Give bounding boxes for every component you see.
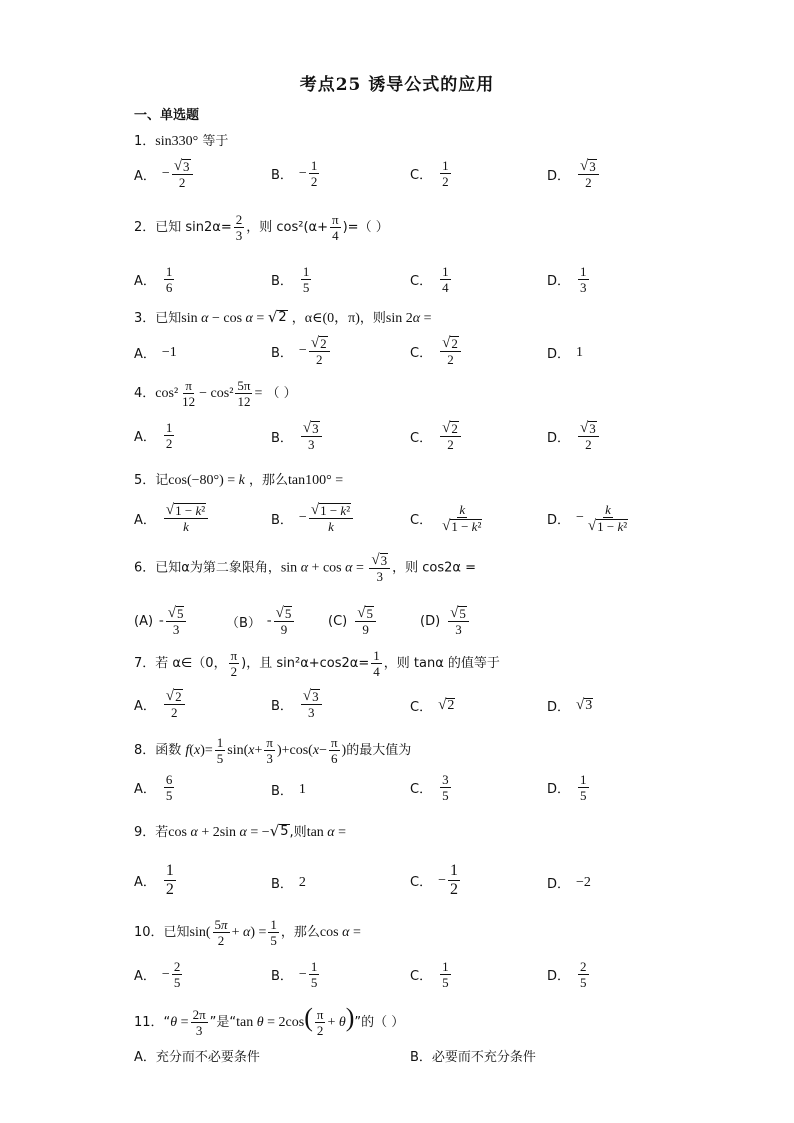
question-1-stem: 1．sin330° 等于 bbox=[134, 134, 229, 149]
q7-option-c: C． √ 2 bbox=[410, 697, 455, 715]
q8-option-d: D． $\frac{1}{5}$ bbox=[547, 772, 587, 803]
q11-option-a: A．充分而不必要条件 bbox=[134, 1050, 260, 1065]
q10-option-a: A． − $\frac{2}{5}$ bbox=[134, 959, 181, 990]
question-7-stem: 7．若 α∈（0， $\frac{\pi}{2}$ )，且 sin²α+cos2α= $\frac{1}{4}$ ，则 tanα 的值等于 bbox=[134, 648, 500, 679]
q5-option-a: A． √ 1 − k² k bbox=[134, 502, 210, 534]
question-8-stem: 8．函数 f(x)= $\frac{1}{5}$ sin(x+ $\frac{\pi}{3}$ )+cos(x− $\frac{\pi}{6}$ )的最大值为 bbox=[134, 735, 412, 766]
q3-option-a: A． −1 bbox=[134, 344, 177, 362]
q9-option-b: B． 2 bbox=[271, 874, 306, 892]
q8-option-a: A． $\frac{6}{5}$ bbox=[134, 772, 173, 803]
question-10-stem: 10．已知sin( $\frac{5\pi}{2}$ + α) = $\frac{1}{5}$ ，那么cos α = bbox=[134, 917, 361, 948]
q2-option-b: B． $\frac{1}{5}$ bbox=[271, 264, 310, 295]
question-4-stem: 4．cos² $\frac{\pi}{12}$ − cos² $\frac{5\pi}{12}$ = （ ） bbox=[134, 378, 297, 409]
q1-option-c: C． $\frac{1}{2}$ bbox=[410, 158, 449, 189]
q1-option-b: B． − $\frac{1}{2}$ bbox=[271, 158, 318, 189]
q5-option-c: C． k √ 1 − k² bbox=[410, 502, 482, 534]
q8-option-c: C． $\frac{3}{5}$ bbox=[410, 772, 449, 803]
q3-option-d: D． 1 bbox=[547, 344, 584, 362]
q2-option-c: C． $\frac{1}{4}$ bbox=[410, 264, 449, 295]
q2-option-a: A． $\frac{1}{6}$ bbox=[134, 264, 173, 295]
question-2-stem: 2．已知 sin2α= $\frac{2}{3}$ ，则 cos²(α+ $\frac{\pi}{4}$ )=（ ） bbox=[134, 212, 389, 243]
q5-option-b: B． − √ 1 − k² k bbox=[271, 502, 355, 534]
q10-option-d: D． $\frac{2}{5}$ bbox=[547, 959, 587, 990]
q6-option-b: （B） - √ 5 9 bbox=[226, 605, 296, 637]
q6-option-a: (A) - √ 5 3 bbox=[134, 605, 188, 637]
q6-option-d: (D) √ 5 3 bbox=[420, 605, 471, 637]
q5-option-d: D． − k √ 1 − k² bbox=[547, 502, 628, 534]
question-9-stem: 9．若cos α + 2sin α = − √ 5 ,则tan α = bbox=[134, 822, 347, 840]
q1-option-a: A． − √ 3 2 bbox=[134, 158, 195, 190]
q6-option-c: (C) √ 5 9 bbox=[328, 605, 378, 637]
q7-option-b: B． √ 3 3 bbox=[271, 688, 324, 720]
q11-option-b: B．必要而不充分条件 bbox=[410, 1050, 536, 1065]
page-title: 考点25 诱导公式的应用 bbox=[299, 75, 495, 95]
q9-option-d: D． −2 bbox=[547, 874, 591, 892]
q9-option-c: C． − $\frac{1}{2}$ bbox=[410, 862, 458, 898]
q7-option-a: A． √ 2 2 bbox=[134, 688, 187, 720]
q4-option-c: C． √ 2 2 bbox=[410, 420, 463, 452]
question-5-stem: 5．记cos(−80°) = k ，那么tan100° = bbox=[134, 473, 344, 488]
q10-option-b: B． − $\frac{1}{5}$ bbox=[271, 959, 318, 990]
q4-option-a: A． $\frac{1}{2}$ bbox=[134, 420, 173, 451]
question-11-stem: 11．“θ = $\frac{2\pi}{3}$ ”是“tan θ = 2cos( $\frac{\pi}{2}$ + θ)”的（ ） bbox=[134, 1003, 405, 1038]
q7-option-d: D． √ 3 bbox=[547, 697, 593, 715]
section-heading: 一、单选题 bbox=[134, 108, 200, 123]
q10-option-c: C． $\frac{1}{5}$ bbox=[410, 959, 449, 990]
q4-option-d: D． √ 3 2 bbox=[547, 420, 601, 452]
question-6-stem: 6．已知α为第二象限角，sin α + cos α = √ 3 3 ，则 cos2α = bbox=[134, 552, 476, 584]
question-3-stem: 3．已知sin α − cos α = √ 2 ，α∈(0，π)，则sin 2α = bbox=[134, 308, 432, 326]
q2-option-d: D． $\frac{1}{3}$ bbox=[547, 264, 587, 295]
q9-option-a: A． $\frac{1}{2}$ bbox=[134, 862, 174, 898]
q4-option-b: B． √ 3 3 bbox=[271, 420, 324, 452]
q1-option-d: D． √ 3 2 bbox=[547, 158, 601, 190]
q3-option-c: C． √ 2 2 bbox=[410, 335, 463, 367]
q3-option-b: B． − √ 2 2 bbox=[271, 335, 332, 367]
q8-option-b: B． 1 bbox=[271, 781, 306, 799]
